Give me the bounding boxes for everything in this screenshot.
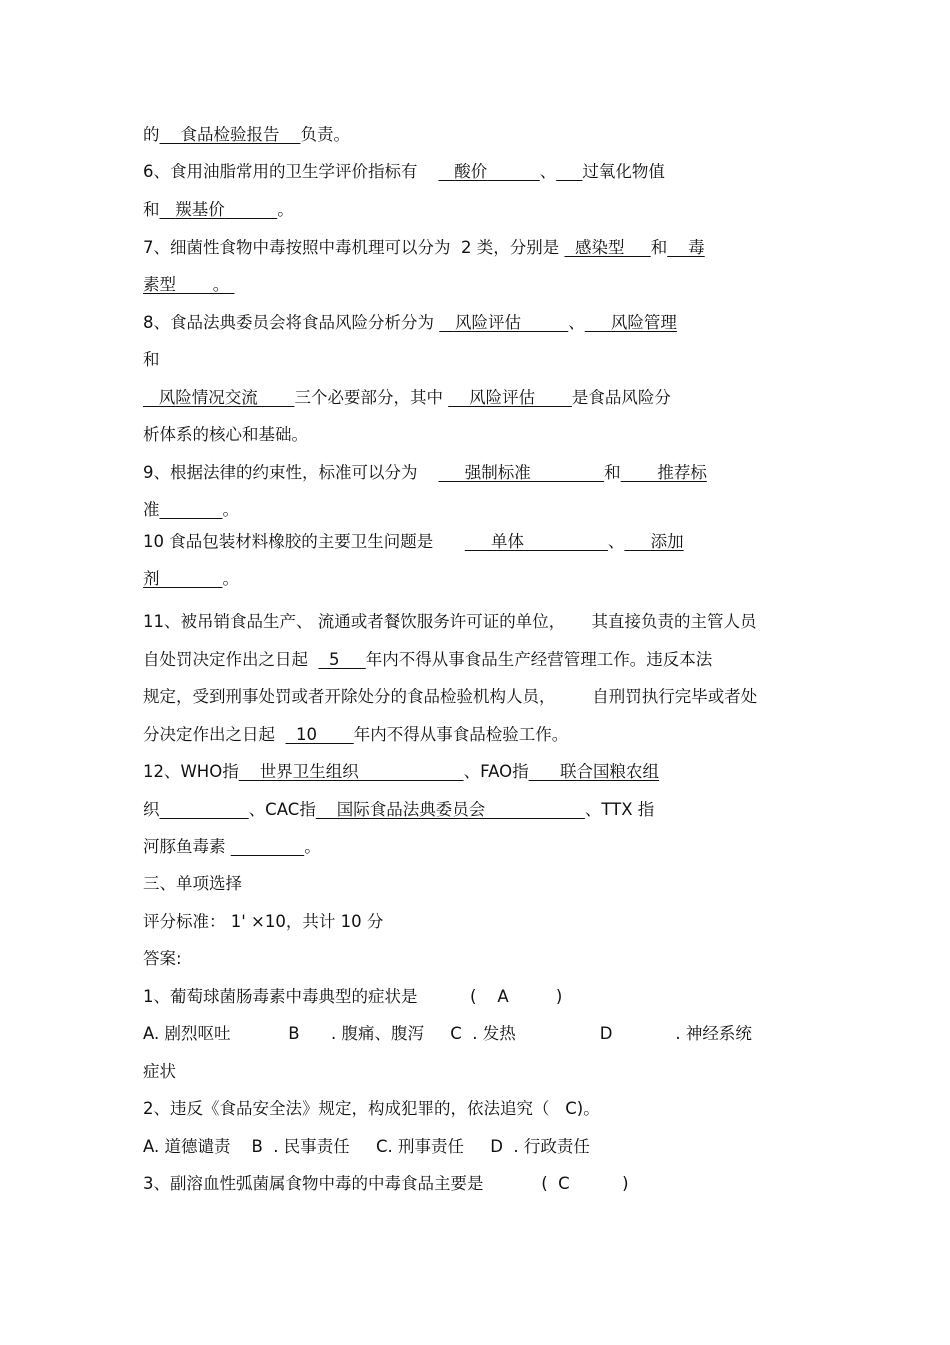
question-11-cont-a: 自处罚决定作出之日起 5 年内不得从事食品生产经营管理工作。违反本法 — [143, 650, 713, 669]
answer-blank: 联合国粮农组 — [528, 762, 660, 781]
section-heading-single-choice: 三、单项选择 — [143, 874, 242, 893]
answer-blank — [160, 500, 223, 519]
answer-blank — [231, 837, 304, 856]
question-9-cont: 准 。 — [143, 500, 239, 519]
answer-blank: 风险情况交流 — [143, 388, 295, 407]
choice-question-2-options: A. 道德谴责 B . 民事责任 C. 刑事责任 D . 行政责任 — [143, 1137, 590, 1156]
answer-blank: 强制标准 — [438, 463, 605, 482]
choice-question-1: 1、葡萄球菌肠毒素中毒典型的症状是 ( A ) — [143, 987, 563, 1006]
question-7: 7、细菌性食物中毒按照中毒机理可以分为 2 类，分别是 感染型 和 毒 — [143, 238, 705, 257]
answer-blank: 风险评估 — [439, 313, 569, 332]
question-8: 8、食品法典委员会将食品风险分析分为 风险评估 、 风险管理 — [143, 313, 677, 332]
question-10-cont: 剂 。 — [143, 569, 239, 588]
choice-question-3: 3、副溶血性弧菌属食物中毒的中毒食品主要是 ( C ) — [143, 1174, 629, 1193]
question-11-cont-c: 分决定作出之日起 10 年内不得从事食品检验工作。 — [143, 725, 569, 744]
line-food-inspection-report: 的 食品检验报告 负责。 — [143, 125, 350, 144]
answer-blank — [225, 200, 277, 219]
answer-blank: 羰基价 — [175, 200, 225, 219]
question-6: 6、食用油脂常用的卫生学评价指标有 酸价 、 过氧化物值 — [143, 162, 665, 181]
answer-blank: 5 — [318, 650, 366, 669]
answer-blank: 食品检验报告 — [159, 125, 301, 144]
question-11-cont-b: 规定，受到刑事处罚或者开除处分的食品检验机构人员， 自刑罚执行完毕或者处 — [143, 687, 758, 706]
answer-paren: ( C ) — [541, 1174, 629, 1193]
scoring-criteria: 评分标准： 1' ×10，共计 10 分 — [143, 912, 384, 931]
answer-blank: 单体 — [464, 532, 608, 551]
answer-blank — [160, 800, 249, 819]
answer-blank: 推荐标 — [620, 463, 707, 482]
answer-blank: 毒 — [667, 238, 705, 257]
question-10: 10 食品包装材料橡胶的主要卫生问题是 单体 、 添加 — [143, 532, 684, 551]
answer-blank: 10 — [285, 725, 354, 744]
answer-blank: 风险评估 — [448, 388, 572, 407]
answer-blank: 国际食品法典委员会 — [315, 800, 585, 819]
question-7-cont — [143, 274, 234, 296]
choice-question-1-options: A. 剧烈呕吐 B . 腹痛、腹泻 C . 发热 D . 神经系统 — [143, 1024, 752, 1043]
answer-paren: ( A ) — [469, 987, 563, 1006]
answer-blank: 剂 — [143, 569, 160, 588]
choice-question-1-options-cont: 症状 — [143, 1062, 176, 1081]
answer-blank: 感染型 — [564, 238, 651, 257]
question-8-cont-c: 析体系的核心和基础。 — [143, 425, 308, 444]
question-11: 11、被吊销食品生产、 流通或者餐饮服务许可证的单位， 其直接负责的主管人员 — [143, 612, 757, 631]
answer-blank — [556, 162, 582, 181]
question-12-cont-a: 织 、CAC指 国际食品法典委员会 、TTX 指 — [143, 800, 655, 819]
question-9: 9、根据法律的约束性，标准可以分为 强制标准 和 推荐标 — [143, 463, 707, 482]
question-8-cont-b: 风险情况交流 三个必要部分，其中 风险评估 是食品风险分 — [143, 388, 671, 407]
answer-blank: 素型 。 — [143, 275, 235, 294]
answer-blank: 风险管理 — [584, 313, 677, 332]
question-12-cont-b: 河豚鱼毒素 。 — [143, 837, 321, 856]
answer-blank: 酸价 — [454, 162, 488, 181]
answers-label: 答案: — [143, 949, 182, 968]
choice-question-2: 2、违反《食品安全法》规定，构成犯罪的，依法追究（ C)。 — [143, 1099, 600, 1118]
answer-blank: 世界卫生组织 — [238, 762, 464, 781]
question-8-cont-a: 和 — [143, 350, 160, 369]
answer-blank: 添加 — [624, 532, 684, 551]
question-6-cont: 和 羰基价 。 — [143, 200, 294, 219]
question-12: 12、WHO指 世界卫生组织 、FAO指 联合国粮农组 — [143, 762, 660, 781]
